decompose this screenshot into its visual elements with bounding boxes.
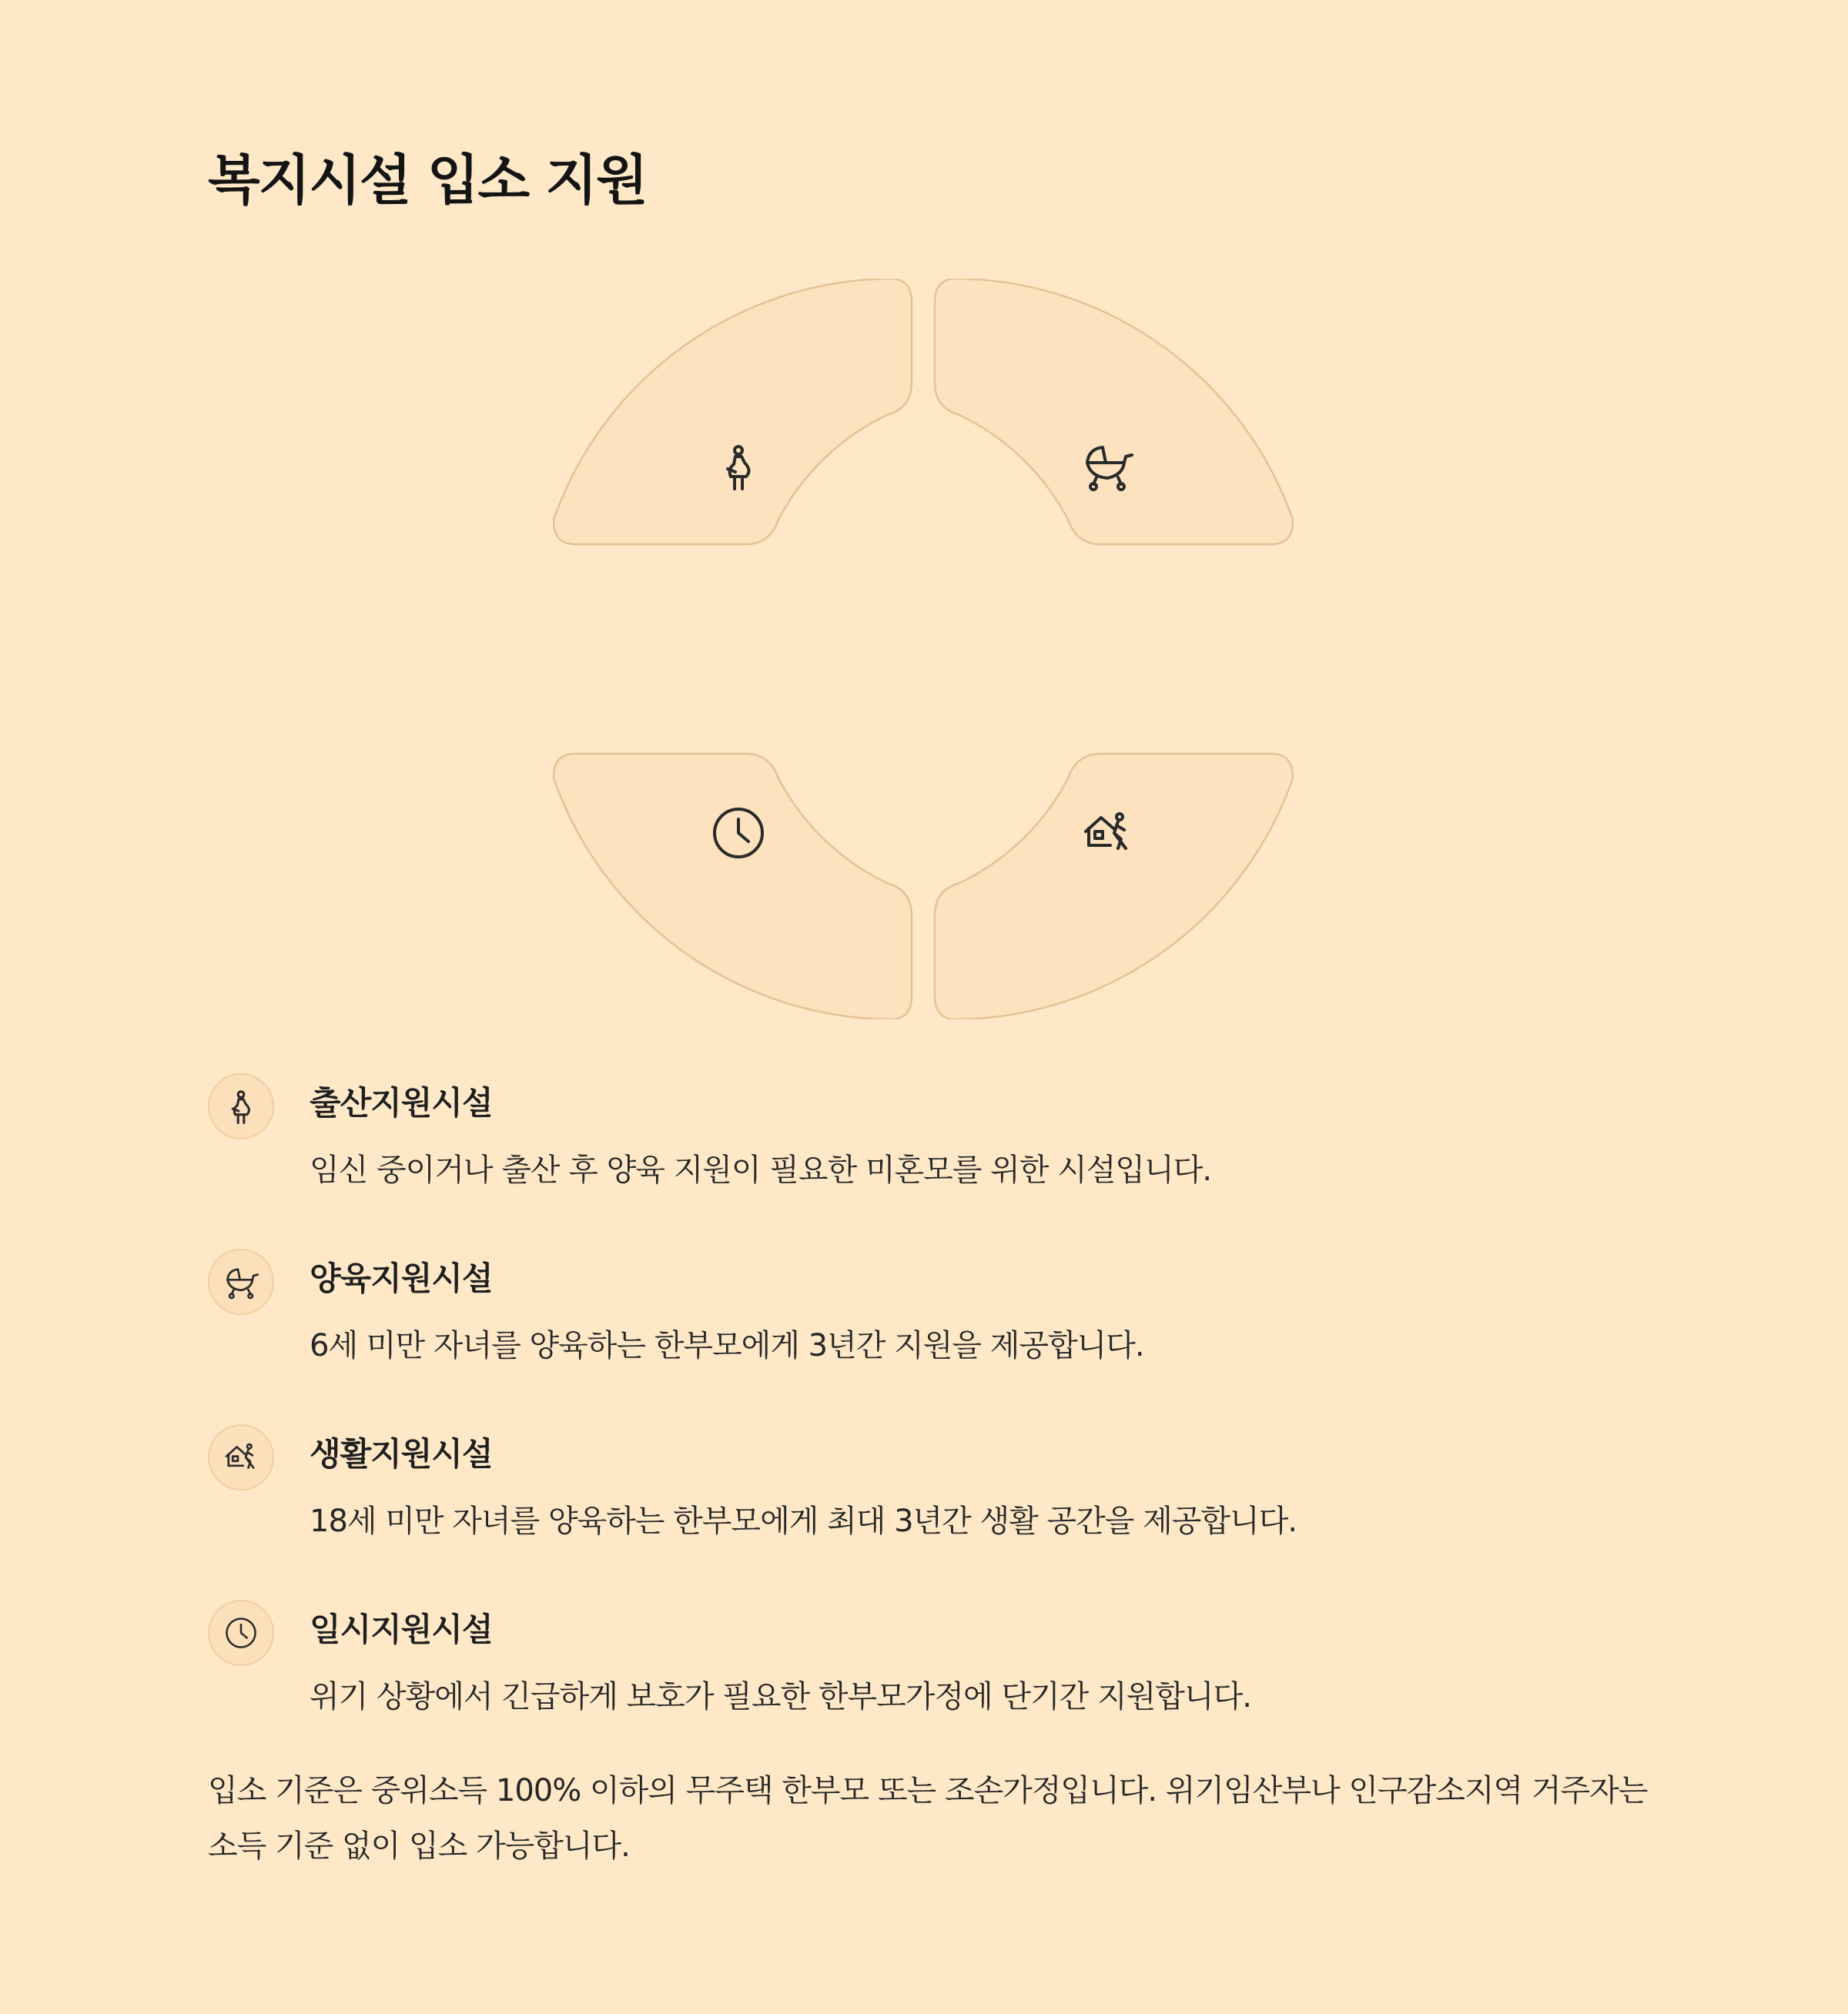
- ring-segment-birth-support[interactable]: [554, 279, 912, 544]
- ring-segment-childcare-support[interactable]: [935, 279, 1293, 544]
- item-title: 생활지원시설: [310, 1435, 493, 1473]
- item-title: 출산지원시설: [310, 1084, 493, 1122]
- house-person-icon: [223, 1440, 259, 1475]
- item-badge: [208, 1249, 274, 1315]
- item-badge: [208, 1424, 274, 1490]
- ring-segment-living-support[interactable]: [935, 754, 1293, 1019]
- item-badge: [208, 1600, 274, 1666]
- eligibility-note: 입소 기준은 중위소득 100% 이하의 무주택 한부모 또는 조손가정입니다. 위기임산부나 인구감소지역 거주자는 소득 기준 없이 입소 가능합니다.: [208, 1773, 1648, 1864]
- pregnant-woman-icon: [223, 1089, 259, 1124]
- item-title: 일시지원시설: [310, 1611, 493, 1648]
- list-item: [208, 1072, 1671, 1247]
- list-item: [208, 1247, 1671, 1423]
- ring-segment-temporary-support[interactable]: [554, 754, 912, 1019]
- item-description: 위기 상황에서 긴급하게 보호가 필요한 한부모가정에 단기간 지원합니다.: [310, 1679, 1251, 1715]
- facility-list: [208, 1072, 1671, 1774]
- clock-icon: [223, 1615, 259, 1651]
- facility-ring-diagram: [553, 279, 1294, 1019]
- list-item: [208, 1598, 1671, 1774]
- baby-stroller-icon: [223, 1264, 259, 1300]
- item-title: 양육지원시설: [310, 1260, 493, 1297]
- item-badge: [208, 1073, 274, 1139]
- item-description: 6세 미만 자녀를 양육하는 한부모에게 3년간 지원을 제공합니다.: [310, 1328, 1144, 1363]
- item-description: 18세 미만 자녀를 양육하는 한부모에게 최대 3년간 생활 공간을 제공합니다.: [310, 1504, 1297, 1539]
- item-description: 임신 중이거나 출산 후 양육 지원이 필요한 미혼모를 위한 시설입니다.: [310, 1153, 1212, 1188]
- list-item: [208, 1423, 1671, 1598]
- page-title: 복지시설 입소 지원: [208, 149, 647, 212]
- ring-svg: [553, 279, 1294, 1019]
